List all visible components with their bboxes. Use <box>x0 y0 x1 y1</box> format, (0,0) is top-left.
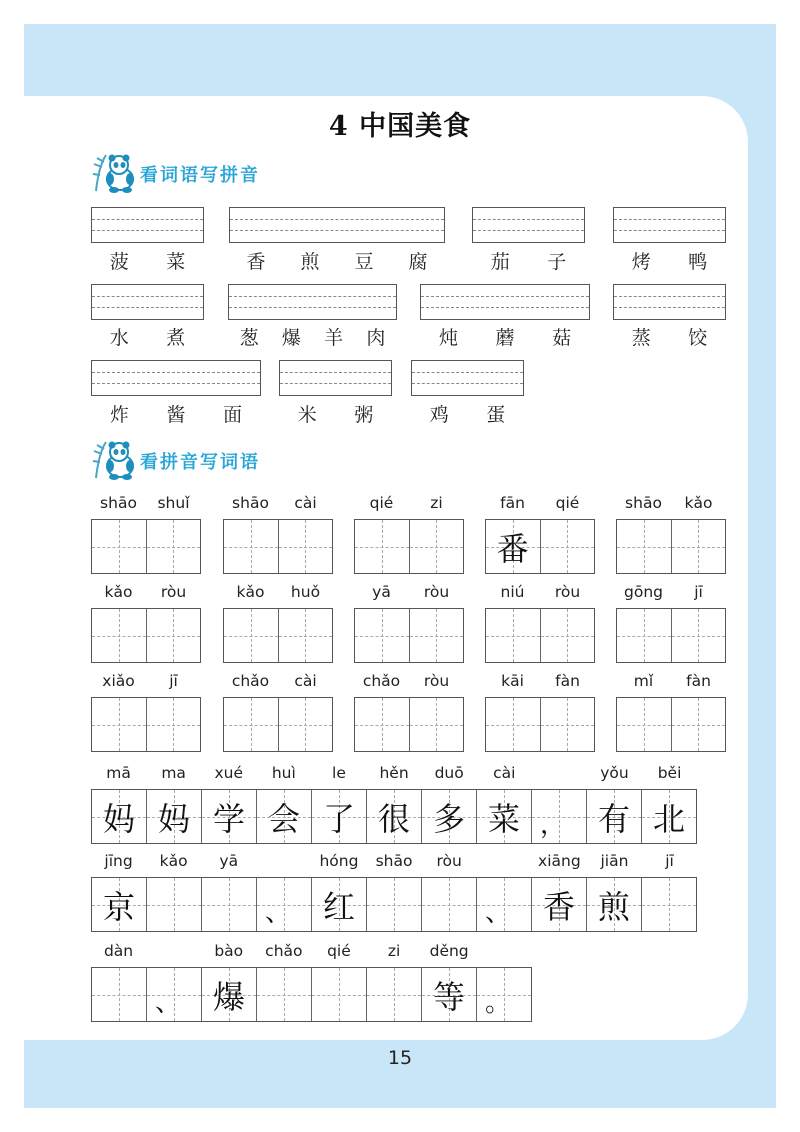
pinyin-label: jī <box>694 583 703 601</box>
tianzi-cell[interactable] <box>671 609 726 662</box>
vocab-char: 鸡 <box>429 404 449 426</box>
given-char: 会 <box>267 799 300 838</box>
tianzi-cell[interactable] <box>366 878 421 931</box>
tianzi-cell[interactable] <box>366 790 421 843</box>
tianzi-cell[interactable] <box>355 698 409 751</box>
word-writing-grid[interactable] <box>485 519 595 574</box>
pinyin-label: huì <box>271 764 296 782</box>
vocab-char: 鸭 <box>688 251 708 273</box>
word-writing-grid[interactable] <box>223 697 333 752</box>
tianzi-cell[interactable] <box>92 878 146 931</box>
vocab-char: 菠 <box>109 251 129 273</box>
vocab-char: 煮 <box>166 327 186 349</box>
pinyin-label: cài <box>493 764 516 782</box>
pinyin-label: ròu <box>554 583 581 601</box>
tianzi-cell[interactable] <box>641 878 696 931</box>
pinyin-label: zi <box>387 942 401 960</box>
pinyin-label: ròu <box>160 583 187 601</box>
vocab-word <box>91 400 261 428</box>
pinyin-label: chǎo <box>265 942 303 960</box>
pinyin-label: jī <box>665 852 674 870</box>
vocab-char: 米 <box>297 404 317 426</box>
pinyin-label: běi <box>657 764 682 782</box>
vocab-char: 烤 <box>631 251 651 273</box>
given-char: 京 <box>102 887 135 926</box>
pinyin-label: shāo <box>100 494 137 512</box>
vocab-word <box>91 323 204 351</box>
pinyin-label: niú <box>500 583 525 601</box>
tianzi-cell[interactable] <box>641 790 696 843</box>
section-heading-label: 看拼音写词语 <box>140 452 260 473</box>
pinyin-box[interactable] <box>91 284 204 320</box>
given-char: 多 <box>432 799 465 838</box>
tianzi-cell[interactable] <box>355 520 409 573</box>
vocab-word <box>472 247 585 275</box>
tianzi-cell[interactable] <box>355 609 409 662</box>
given-char: 、 <box>154 988 181 1018</box>
pinyin-label: cài <box>294 494 317 512</box>
given-char: 、 <box>484 898 511 928</box>
tianzi-cell[interactable] <box>421 968 476 1021</box>
tianzi-cell[interactable] <box>540 520 595 573</box>
sentence-writing-grid[interactable] <box>91 789 697 844</box>
vocab-char: 肉 <box>366 327 386 349</box>
pinyin-label: le <box>332 764 346 782</box>
tianzi-cell[interactable] <box>146 878 201 931</box>
word-writing-grid[interactable] <box>616 608 726 663</box>
tianzi-cell[interactable] <box>586 878 641 931</box>
pinyin-label: cài <box>294 672 317 690</box>
pinyin-box[interactable] <box>613 207 726 243</box>
given-char: 菜 <box>487 799 520 838</box>
tianzi-cell[interactable] <box>256 878 311 931</box>
pinyin-label: kǎo <box>684 494 713 512</box>
tianzi-cell[interactable] <box>278 698 333 751</box>
tianzi-cell[interactable] <box>476 790 531 843</box>
page-number: 15 <box>387 1047 413 1069</box>
tianzi-cell[interactable] <box>311 878 366 931</box>
tianzi-cell[interactable] <box>540 698 595 751</box>
pinyin-label: qié <box>555 494 580 512</box>
pinyin-box[interactable] <box>91 207 204 243</box>
tianzi-cell[interactable] <box>146 698 201 751</box>
pinyin-label: fàn <box>686 672 711 690</box>
tianzi-cell[interactable] <box>92 968 146 1021</box>
word-writing-grid[interactable] <box>91 697 201 752</box>
pinyin-label: fān <box>500 494 525 512</box>
pinyin-label: yǒu <box>600 764 629 782</box>
given-char: 红 <box>322 887 355 926</box>
tianzi-cell[interactable] <box>201 790 256 843</box>
vocab-char: 茄 <box>490 251 510 273</box>
pinyin-box[interactable] <box>420 284 590 320</box>
pinyin-label: yā <box>219 852 239 870</box>
tianzi-cell[interactable] <box>617 520 671 573</box>
pinyin-label: yā <box>372 583 391 601</box>
pinyin-box[interactable] <box>228 284 397 320</box>
vocab-char: 香 <box>246 251 266 273</box>
pinyin-label: jiān <box>600 852 629 870</box>
pinyin-label: hěn <box>379 764 409 782</box>
tianzi-cell[interactable] <box>224 698 278 751</box>
word-writing-grid[interactable] <box>485 608 595 663</box>
word-writing-grid[interactable] <box>354 519 464 574</box>
vocab-word <box>229 247 445 275</box>
tianzi-cell[interactable] <box>540 609 595 662</box>
tianzi-cell[interactable] <box>92 609 146 662</box>
tianzi-cell[interactable] <box>531 878 586 931</box>
section-heading-label: 看词语写拼音 <box>140 165 260 186</box>
vocab-char: 爆 <box>281 327 301 349</box>
tianzi-cell[interactable] <box>366 968 421 1021</box>
tianzi-cell[interactable] <box>409 609 464 662</box>
pinyin-label: shāo <box>232 494 269 512</box>
pinyin-label: ròu <box>423 672 450 690</box>
tianzi-cell[interactable] <box>421 790 476 843</box>
tianzi-cell[interactable] <box>531 790 586 843</box>
pinyin-label: qié <box>369 494 394 512</box>
given-char: ， <box>539 810 566 840</box>
vocab-char: 蒸 <box>631 327 651 349</box>
vocab-word <box>91 247 204 275</box>
tianzi-cell[interactable] <box>486 520 540 573</box>
pinyin-label: zi <box>430 494 443 512</box>
tianzi-cell[interactable] <box>671 698 726 751</box>
tianzi-cell[interactable] <box>476 968 531 1021</box>
vocab-char: 煎 <box>300 251 320 273</box>
pinyin-label: chǎo <box>231 672 270 690</box>
pinyin-box[interactable] <box>229 207 445 243</box>
vocab-word <box>420 323 590 351</box>
word-writing-grid[interactable] <box>354 697 464 752</box>
pinyin-label: dàn <box>103 942 134 960</box>
given-char: 香 <box>542 887 575 926</box>
vocab-word <box>411 400 524 428</box>
word-writing-grid[interactable] <box>616 519 726 574</box>
given-char: 妈 <box>102 799 135 838</box>
pinyin-label: kǎo <box>159 852 188 870</box>
tianzi-cell[interactable] <box>617 698 671 751</box>
tianzi-cell[interactable] <box>92 698 146 751</box>
vocab-word <box>613 247 726 275</box>
vocab-char: 羊 <box>324 327 344 349</box>
vocab-word <box>613 323 726 351</box>
tianzi-cell[interactable] <box>92 520 146 573</box>
given-char: 、 <box>264 898 291 928</box>
tianzi-cell[interactable] <box>146 609 201 662</box>
panda-icon <box>92 153 138 193</box>
pinyin-label: ròu <box>436 852 462 870</box>
given-char: 学 <box>212 799 245 838</box>
pinyin-label: ma <box>161 764 186 782</box>
vocab-char: 葱 <box>239 327 259 349</box>
sentence-writing-grid[interactable] <box>91 877 697 932</box>
pinyin-label: mǐ <box>633 672 654 690</box>
given-char: 煎 <box>597 887 630 926</box>
pinyin-label: shāo <box>375 852 413 870</box>
lesson-title: 4 中国美食 <box>328 111 472 142</box>
vocab-char: 腐 <box>408 251 428 273</box>
pinyin-label: děng <box>429 942 469 960</box>
tianzi-cell[interactable] <box>146 968 201 1021</box>
pinyin-label: jī <box>169 672 178 690</box>
vocab-char: 炸 <box>109 404 129 426</box>
word-writing-grid[interactable] <box>616 697 726 752</box>
word-writing-grid[interactable] <box>485 697 595 752</box>
pinyin-label: huǒ <box>290 583 321 601</box>
tianzi-cell[interactable] <box>311 968 366 1021</box>
pinyin-label: kāi <box>501 672 524 690</box>
tianzi-cell[interactable] <box>617 609 671 662</box>
tianzi-cell[interactable] <box>486 698 540 751</box>
pinyin-label: mā <box>106 764 131 782</box>
pinyin-label: fàn <box>555 672 580 690</box>
tianzi-cell[interactable] <box>586 790 641 843</box>
tianzi-cell[interactable] <box>201 878 256 931</box>
vocab-char: 菜 <box>166 251 186 273</box>
word-writing-grid[interactable] <box>91 608 201 663</box>
pinyin-label: xué <box>214 764 244 782</box>
given-char: 有 <box>597 799 630 838</box>
tianzi-cell[interactable] <box>224 520 278 573</box>
word-writing-grid[interactable] <box>223 519 333 574</box>
pinyin-label: gōng <box>624 583 663 601</box>
pinyin-box[interactable] <box>279 360 392 396</box>
pinyin-label: bào <box>214 942 244 960</box>
pinyin-label: chǎo <box>362 672 401 690</box>
tianzi-cell[interactable] <box>224 609 278 662</box>
vocab-char: 菇 <box>552 327 572 349</box>
tianzi-cell[interactable] <box>146 790 201 843</box>
panda-icon <box>92 440 138 480</box>
tianzi-cell[interactable] <box>278 609 333 662</box>
word-writing-grid[interactable] <box>354 608 464 663</box>
word-writing-grid[interactable] <box>91 519 201 574</box>
pinyin-label: shuǐ <box>157 494 190 512</box>
pinyin-label: kǎo <box>104 583 133 601</box>
tianzi-cell[interactable] <box>409 698 464 751</box>
pinyin-box[interactable] <box>613 284 726 320</box>
vocab-char: 炖 <box>438 327 458 349</box>
tianzi-cell[interactable] <box>146 520 201 573</box>
tianzi-cell[interactable] <box>671 520 726 573</box>
pinyin-label: duō <box>434 764 464 782</box>
vocab-char: 蘑 <box>495 327 515 349</box>
sentence-writing-grid[interactable] <box>91 967 532 1022</box>
pinyin-box[interactable] <box>411 360 524 396</box>
given-char: 番 <box>496 529 529 568</box>
tianzi-cell[interactable] <box>486 609 540 662</box>
vocab-char: 蛋 <box>486 404 506 426</box>
given-char: 北 <box>652 799 685 838</box>
given-char: 等 <box>432 977 465 1016</box>
given-char: 了 <box>322 799 355 838</box>
tianzi-cell[interactable] <box>476 878 531 931</box>
vocab-char: 酱 <box>166 404 186 426</box>
given-char: 爆 <box>212 977 245 1016</box>
pinyin-label: xiāng <box>538 852 581 870</box>
vocab-char: 饺 <box>688 327 708 349</box>
tianzi-cell[interactable] <box>256 790 311 843</box>
tianzi-cell[interactable] <box>201 968 256 1021</box>
vocab-word <box>279 400 392 428</box>
pinyin-label: jīng <box>104 852 133 870</box>
vocab-char: 子 <box>547 251 567 273</box>
tianzi-cell[interactable] <box>421 878 476 931</box>
pinyin-label: qié <box>327 942 351 960</box>
given-char: 很 <box>377 799 410 838</box>
given-char: 妈 <box>157 799 190 838</box>
tianzi-cell[interactable] <box>311 790 366 843</box>
tianzi-cell[interactable] <box>278 520 333 573</box>
vocab-char: 豆 <box>354 251 374 273</box>
pinyin-box[interactable] <box>91 360 261 396</box>
tianzi-cell[interactable] <box>409 520 464 573</box>
pinyin-label: xiǎo <box>102 672 135 690</box>
vocab-char: 水 <box>109 327 129 349</box>
pinyin-label: ròu <box>423 583 450 601</box>
pinyin-label: shāo <box>625 494 662 512</box>
given-char: 。 <box>484 988 511 1018</box>
pinyin-label: hóng <box>319 852 359 870</box>
vocab-char: 粥 <box>354 404 374 426</box>
vocab-char: 面 <box>223 404 243 426</box>
pinyin-label: kǎo <box>236 583 265 601</box>
tianzi-cell[interactable] <box>256 968 311 1021</box>
pinyin-box[interactable] <box>472 207 585 243</box>
tianzi-cell[interactable] <box>92 790 146 843</box>
word-writing-grid[interactable] <box>223 608 333 663</box>
vocab-word <box>228 323 397 351</box>
